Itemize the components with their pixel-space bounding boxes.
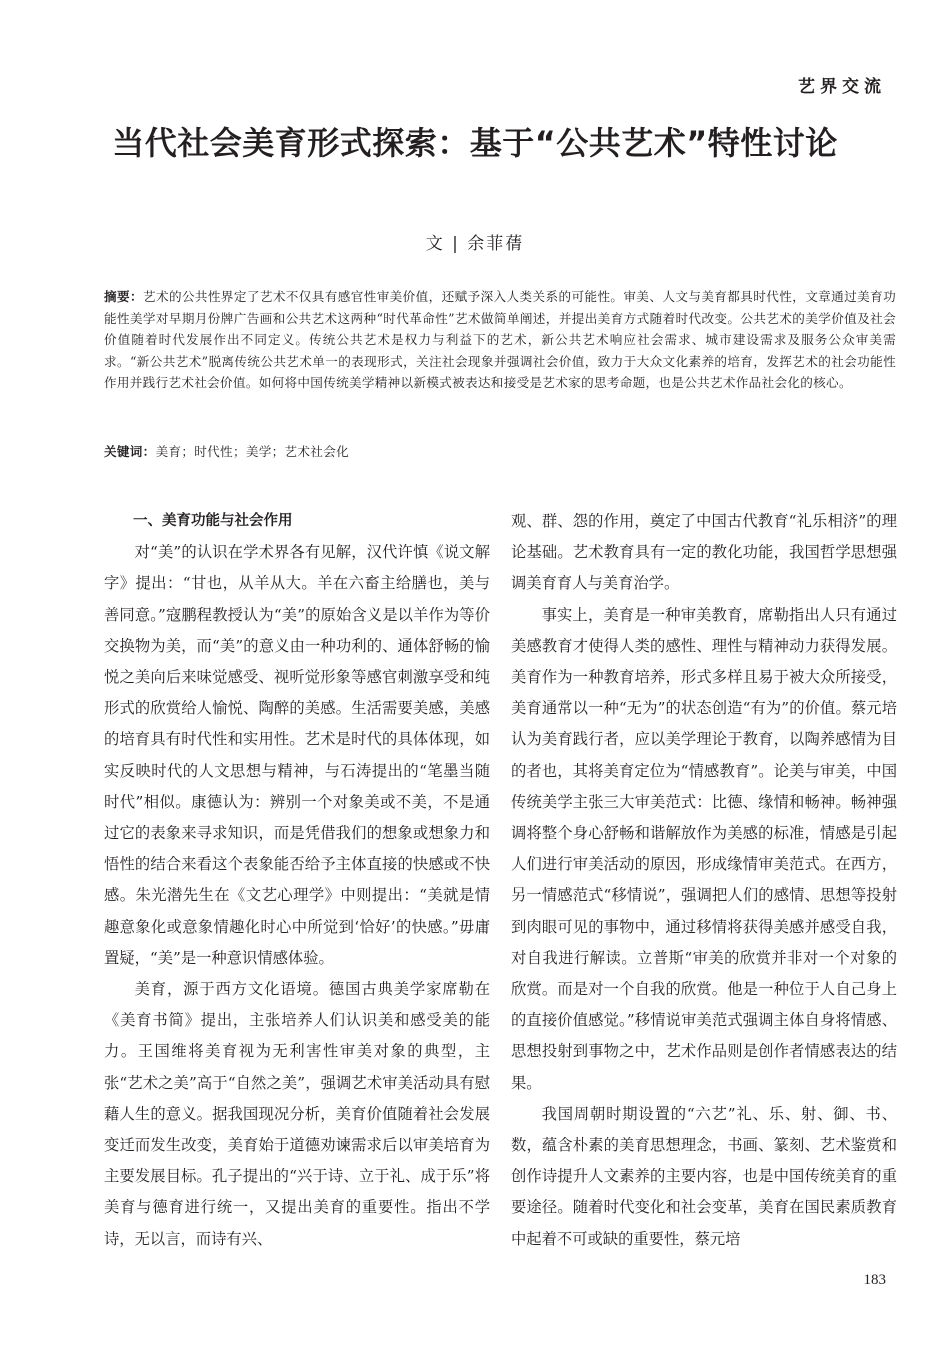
section-heading: 一、美育功能与社会作用	[133, 513, 293, 529]
abstract-text: 艺术的公共性界定了艺术不仅具有感官性审美价值，还赋予深入人类关系的可能性。审美、人文与美育都具时代性，文章通过美育功能性美学对早期月份牌广告画和公共艺术这两种“时代革命性”艺术做简单阐述，并提出美育方式随着时代改变。公共艺术的美学价值及社会价值随着时代发展作出不同定义。传统公共艺术是权力与利益下的艺术，新公共艺术响应社会需求、城市建设需求及服务公众审美需求。“新公共艺术”脱离传统公共艺术单一的表现形式，关注社会现象并强调社会价值，致力于大众文化素养的培育，发挥艺术的社会功能性作用并践行艺术社会价值。如何将中国传统美学精神以新模式被表达和接受是艺术家的思考命题，也是公共艺术作品社会化的核心。	[104, 289, 897, 390]
paragraph: 事实上，美育是一种审美教育，席勒指出人只有通过美感教育才使得人类的感性、理性与精神动力获得发展。美育作为一种教育培养，形式多样且易于被大众所接受，美育通常以一种“无为”的状态创造“有为”的价值。蔡元培认为美育践行者，应以美学理论于教育，以陶养感情为目的者也，其将美育定位为“情感教育”。论美与审美，中国传统美学主张三大审美范式：比德、缘情和畅神。畅神强调将整个身心舒畅和谐解放作为美感的标准，情感是引起人们进行审美活动的原因，形成缘情审美范式。在西方，另一情感范式“移情说”，强调把人们的感情、思想等投射到肉眼可见的事物中，通过移情将获得美感并感受自我，对自我进行解读。立普斯“审美的欣赏并非对一个对象的欣赏。而是对一个自我的欣赏。他是一种位于人自己身上的直接价值感觉。”移情说审美范式强调主体自身将情感、思想投射到事物之中，艺术作品则是创作者情感表达的结果。	[511, 605, 897, 1092]
keywords-label: 关键词：	[104, 444, 156, 459]
section-tag: 艺界交流	[798, 77, 886, 97]
right-column	[511, 506, 897, 1255]
abstract	[104, 286, 896, 394]
paragraph: 美育，源于西方文化语境。德国古典美学家席勒在《美育书简》提出，主张培养人们认识美和感受美的能力。王国维将美育视为无利害性审美对象的典型，主张“艺术之美”高于“自然之美”，强调艺术审美活动具有慰藉人生的意义。据我国现况分析，美育价值随着社会发展变迁而发生改变，美育始于道德劝谏需求后以审美培育为主要发展目标。孔子提出的“兴于诗、立于礼、成于乐”将美育与德育进行统一，又提出美育的重要性。指出不学诗，无以言，而诗有兴、	[104, 980, 490, 1248]
paragraph: 我国周朝时期设置的“六艺”礼、乐、射、御、书、数，蕴含朴素的美育思想理念，书画、篆刻、艺术鉴赏和创作诗提升人文素养的主要内容，也是中国传统美育的重要途径。随着时代变化和社会变革，美育在国民素质教育中起着不可或缺的重要性，蔡元培	[511, 1104, 897, 1248]
keywords	[104, 441, 896, 462]
article-title: 当代社会美育形式探索：基于“公共艺术”特性讨论	[112, 124, 838, 162]
keywords-text: 美育；时代性；美学；艺术社会化	[155, 444, 349, 459]
paragraph: 对“美”的认识在学术界各有见解，汉代许慎《说文解字》提出：“甘也，从羊从大。羊在六畜主给膳也，美与善同意。”寇鹏程教授认为“美”的原始含义是以羊作为等价交换物为美，而“美”的意义由一种功利的、通体舒畅的愉悦之美向后来味觉感受、视听觉形象等感官刺激享受和纯形式的欣赏给人愉悦、陶醉的美感。生活需要美感，美感的培育具有时代性和实用性。艺术是时代的具体体现，如实反映时代的人文思想与精神，与石涛提出的“笔墨当随时代”相似。康德认为：辨别一个对象美或不美，不是通过它的表象来寻求知识，而是凭借我们的想象或想象力和悟性的结合来看这个表象能否给予主体直接的快感或不快感。朱光潜先生在《文艺心理学》中则提出：“美就是情趣意象化或意象情趣化时心中所觉到‘恰好’的快感。”毋庸置疑，“美”是一种意识情感体验。	[104, 543, 490, 967]
page-number: 183	[863, 1272, 886, 1288]
paragraph-continuation: 观、群、怨的作用，奠定了中国古代教育“礼乐相济”的理论基础。艺术教育具有一定的教化功能，我国哲学思想强调美育育人与美育治学。	[511, 512, 897, 593]
abstract-label: 摘要：	[104, 289, 143, 304]
author-line: 文 | 余菲蒨	[425, 234, 525, 254]
left-column	[104, 506, 490, 1255]
